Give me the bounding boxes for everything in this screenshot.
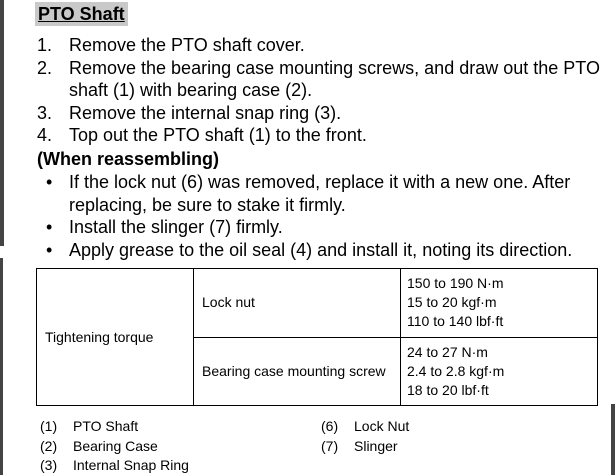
page-edge-left-lower [0,258,3,475]
torque-table [36,268,598,406]
reassembly-notes [37,171,603,261]
note-text: Apply grease to the oil seal (4) and install it, noting its direction. [69,239,573,260]
step-number: 1. [37,35,53,55]
note-item [37,239,603,262]
legend-label: Bearing Case [73,437,158,454]
step-item [37,34,603,57]
note-text: Install the slinger (7) firmly. [69,217,283,237]
legend-item [40,456,189,476]
legend-number: (1) [40,418,58,434]
legend-label: Internal Snap Ring [73,457,189,473]
table-row [37,269,598,338]
note-item [37,216,603,239]
torque-value: 2.4 to 2.8 kgf·m [407,362,505,379]
torque-item-cell: Bearing case mounting screw [194,337,401,406]
procedure-steps [37,34,603,147]
step-text: Remove the bearing case mounting screws, and draw out the PTO shaft (1) with bearing case (2). [69,57,600,100]
torque-value: 18 to 20 lbf·ft [407,381,489,398]
bullet-icon: • [46,239,53,260]
step-text: Remove the PTO shaft cover. [69,35,305,55]
legend-right [321,417,409,456]
legend-label: PTO Shaft [73,418,139,434]
legend-label: Slinger [354,437,398,454]
torque-label-cell: Tightening torque [37,269,194,406]
legend-item [40,437,189,457]
bullet-icon: • [46,217,53,237]
legend-label: Lock Nut [354,418,410,434]
legend-item [321,437,409,457]
step-text: Top out the PTO shaft (1) to the front. [69,125,367,145]
step-item [37,124,603,147]
step-number: 2. [37,57,53,78]
torque-item-cell: Lock nut [194,269,401,338]
step-item [37,102,603,125]
torque-value: 150 to 190 N·m [407,275,504,292]
section-title: PTO Shaft [35,2,128,26]
torque-values-cell [401,269,598,338]
legend-number: (7) [321,437,339,454]
note-text: If the lock nut (6) was removed, replace it with a new one. After replacing, be sure to stake it firmly. [69,172,571,215]
page-edge-left [0,0,4,246]
reassembling-heading: (When reassembling) [37,149,220,169]
legend-number: (3) [40,457,58,473]
legend-number: (2) [40,437,58,454]
step-number: 3. [37,102,53,123]
legend-number: (6) [321,418,339,434]
legend-left [40,417,189,476]
note-item [37,171,603,216]
legend-item [40,417,189,437]
torque-value: 24 to 27 N·m [407,343,488,360]
torque-values-cell [401,337,598,406]
torque-value: 110 to 140 lbf·ft [407,313,504,330]
page-edge-right [611,404,615,475]
legend-item [321,417,409,437]
bullet-icon: • [46,172,53,192]
step-item [37,57,603,102]
torque-value: 15 to 20 kgf·m [407,294,497,311]
step-number: 4. [37,125,53,145]
step-text: Remove the internal snap ring (3). [69,102,342,123]
